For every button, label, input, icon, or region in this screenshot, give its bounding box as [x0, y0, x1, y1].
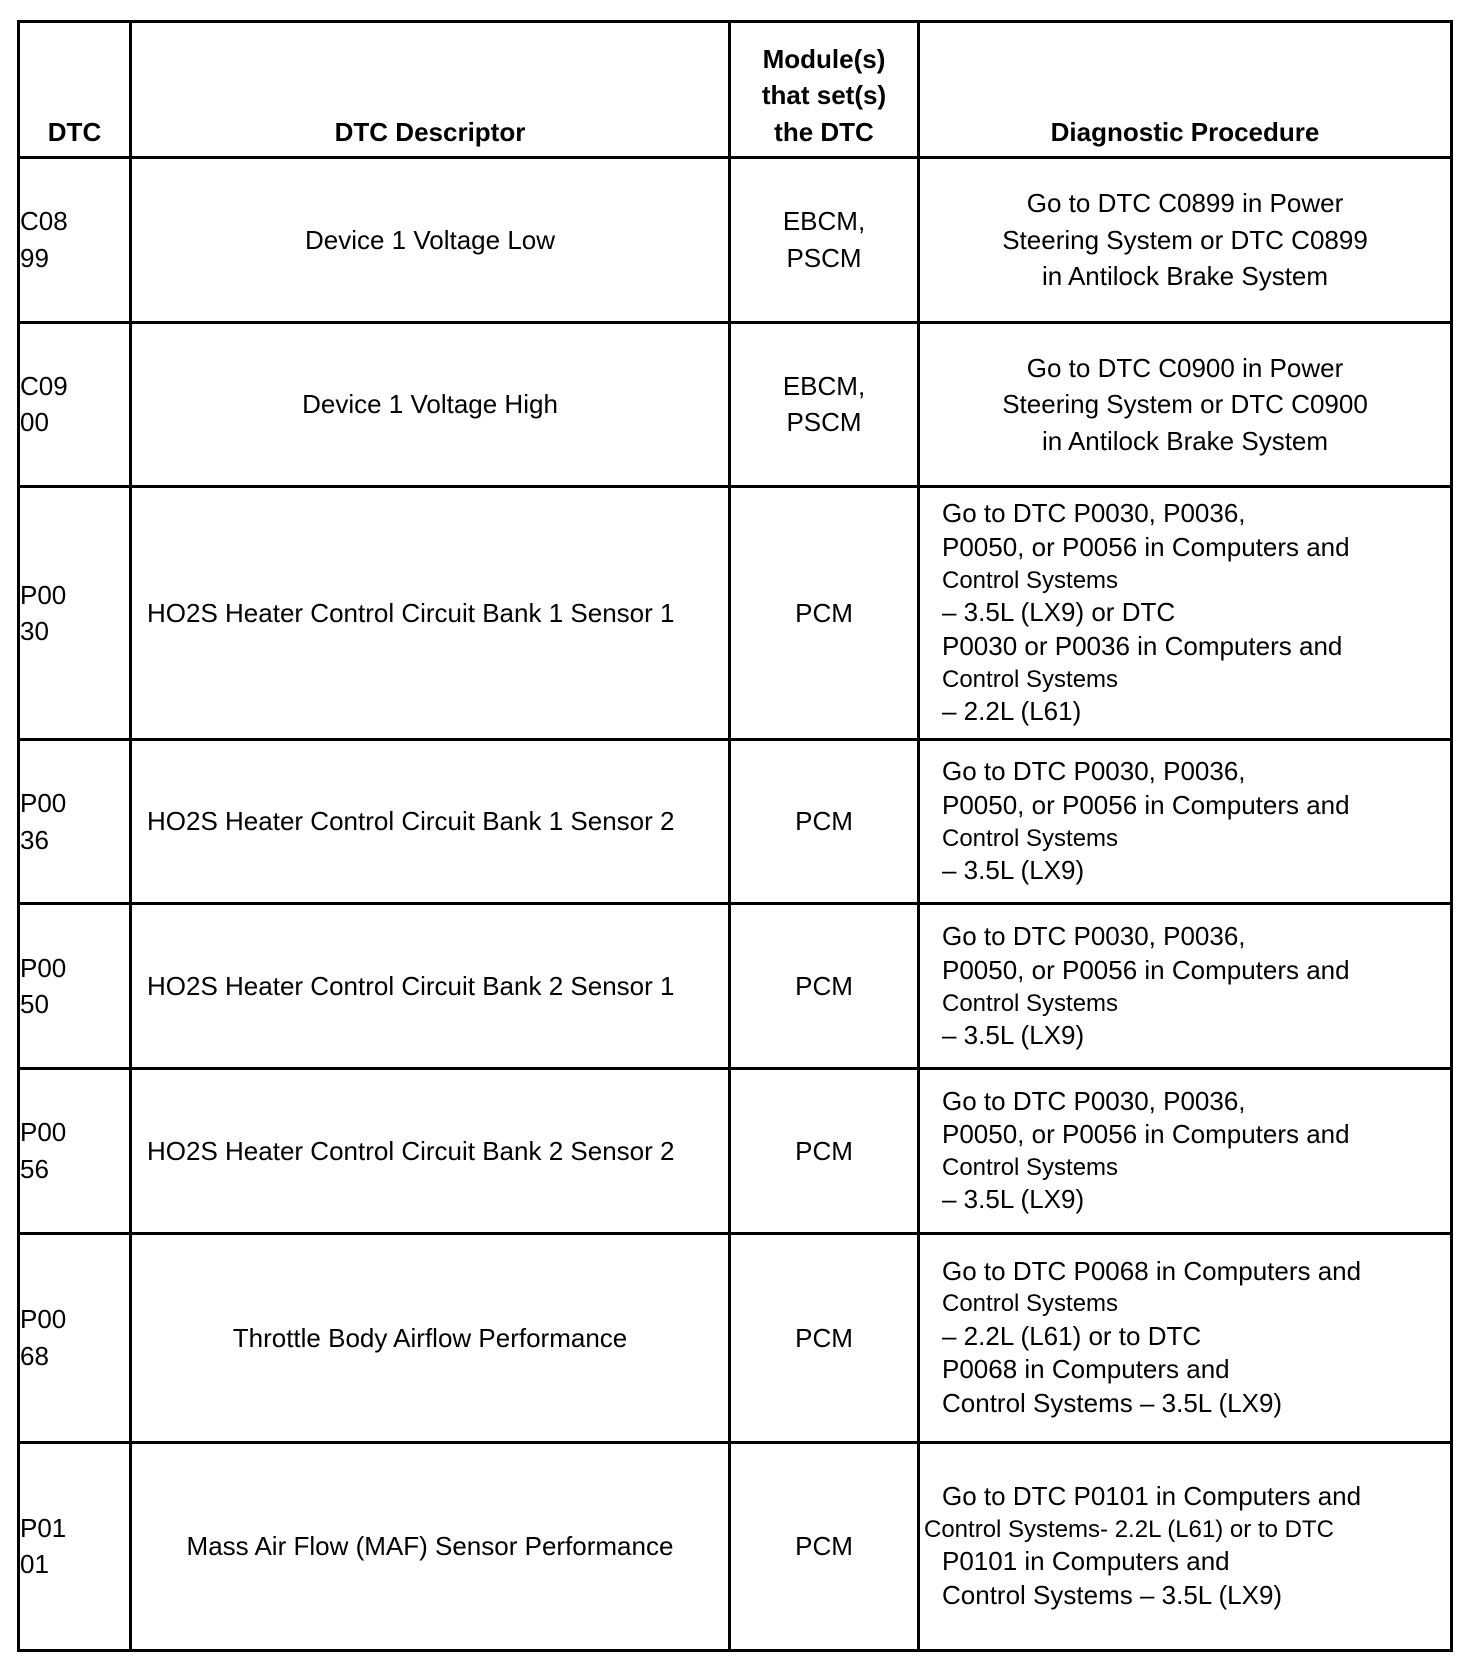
dtc-procedure-line-5: P0030 or P0036 in Computers and: [942, 630, 1343, 661]
dtc-module-line-1: EBCM,: [782, 370, 866, 401]
table-row-p0068: [19, 1233, 1452, 1442]
dtc-module-line-1: PCM: [795, 971, 853, 1002]
dtc-descriptor: Device 1 Voltage Low: [131, 158, 730, 323]
dtc-procedure-line-5: Control Systems – 3.5L (LX9): [942, 1388, 1283, 1419]
dtc-code-line-1: P00: [20, 1304, 67, 1335]
dtc-procedure-line-2: Control Systems: [942, 1290, 1119, 1318]
dtc-procedure-line-4: P0068 in Computers and: [942, 1354, 1230, 1385]
dtc-code-line-2: 01: [20, 1549, 49, 1580]
dtc-module-line-1: PCM: [795, 1135, 853, 1166]
dtc-code-line-1: P00: [20, 788, 67, 819]
dtc-procedure-line-2: P0050, or P0056 in Computers and: [942, 790, 1350, 821]
dtc-module-line-1: PCM: [795, 1531, 853, 1562]
table-row-c0900: [19, 322, 1452, 487]
dtc-procedure-line-2: Control Systems- 2.2L (L61) or to DTC: [924, 1515, 1334, 1543]
dtc-procedure-line-2: Steering System or DTC C0900: [1002, 389, 1368, 420]
dtc-procedure-line-4: – 3.5L (LX9): [942, 1019, 1085, 1050]
dtc-module-line-1: PCM: [795, 597, 853, 628]
dtc-procedure-line-2: P0050, or P0056 in Computers and: [942, 532, 1350, 563]
dtc-descriptor: Device 1 Voltage High: [131, 322, 730, 487]
dtc-procedure-line-3: Control Systems: [942, 824, 1119, 852]
dtc-procedure-line-3: P0101 in Computers and: [942, 1546, 1230, 1577]
table-row-p0050: [19, 904, 1452, 1069]
dtc-code: [19, 158, 131, 323]
table-row-p0036: [19, 739, 1452, 904]
dtc-procedure-line-3: in Antilock Brake System: [1041, 260, 1329, 291]
dtc-procedure-line-2: Steering System or DTC C0899: [1002, 224, 1368, 255]
header-module-line-1: Module(s): [762, 43, 886, 74]
dtc-code: [19, 904, 131, 1069]
dtc-procedure-line-3: Control Systems: [942, 1154, 1119, 1182]
dtc-procedure: [919, 1442, 1452, 1650]
dtc-code-line-2: 30: [20, 616, 49, 647]
dtc-procedure-line-1: Go to DTC P0030, P0036,: [942, 920, 1246, 951]
dtc-procedure-line-7: – 2.2L (L61): [942, 695, 1082, 726]
dtc-descriptor: HO2S Heater Control Circuit Bank 1 Sensor 2: [131, 739, 730, 904]
dtc-procedure: [919, 322, 1452, 487]
dtc-procedure: [919, 487, 1452, 740]
dtc-procedure-line-4: – 3.5L (LX9): [942, 1184, 1085, 1215]
header-descriptor: DTC Descriptor: [131, 22, 730, 158]
dtc-procedure-line-4: – 3.5L (LX9): [942, 855, 1085, 886]
dtc-code: [19, 1233, 131, 1442]
dtc-module-line-2: PSCM: [786, 242, 862, 273]
dtc-code: [19, 1442, 131, 1650]
dtc-procedure-line-4: – 3.5L (LX9) or DTC: [942, 597, 1176, 628]
dtc-module: [730, 739, 919, 904]
dtc-procedure-line-1: Go to DTC P0101 in Computers and: [942, 1481, 1362, 1512]
dtc-module: [730, 487, 919, 740]
table-row-p0056: [19, 1069, 1452, 1234]
dtc-procedure-line-1: Go to DTC P0030, P0036,: [942, 1085, 1246, 1116]
dtc-code-line-2: 99: [20, 242, 49, 273]
dtc-procedure: [919, 158, 1452, 323]
table-row-p0101: [19, 1442, 1452, 1650]
dtc-procedure-line-3: in Antilock Brake System: [1041, 425, 1329, 456]
dtc-code: [19, 739, 131, 904]
dtc-procedure: [919, 904, 1452, 1069]
dtc-module: [730, 158, 919, 323]
dtc-code-line-2: 36: [20, 824, 49, 855]
dtc-code: [19, 322, 131, 487]
dtc-module: [730, 904, 919, 1069]
dtc-procedure-line-3: – 2.2L (L61) or to DTC: [942, 1320, 1202, 1351]
dtc-code-line-1: C09: [20, 370, 68, 401]
dtc-module: [730, 1442, 919, 1650]
dtc-procedure: [919, 739, 1452, 904]
dtc-procedure-line-2: P0050, or P0056 in Computers and: [942, 1119, 1350, 1150]
dtc-procedure: [919, 1069, 1452, 1234]
header-procedure: Diagnostic Procedure: [919, 22, 1452, 158]
dtc-procedure-line-6: Control Systems: [942, 665, 1119, 693]
dtc-procedure: [919, 1233, 1452, 1442]
header-module-line-2: that set(s): [761, 80, 887, 111]
dtc-code-line-2: 50: [20, 989, 49, 1020]
dtc-code-line-2: 00: [20, 407, 49, 438]
dtc-module: [730, 1233, 919, 1442]
dtc-module-line-2: PSCM: [786, 407, 862, 438]
dtc-module-line-1: PCM: [795, 806, 853, 837]
dtc-descriptor: HO2S Heater Control Circuit Bank 2 Sensor 2: [131, 1069, 730, 1234]
dtc-code: [19, 487, 131, 740]
dtc-code-line-1: P00: [20, 579, 67, 610]
dtc-procedure-line-1: Go to DTC P0068 in Computers and: [942, 1255, 1362, 1286]
dtc-code-line-1: P01: [20, 1513, 67, 1543]
dtc-procedure-line-1: Go to DTC C0899 in Power: [1026, 188, 1344, 219]
dtc-procedure-line-1: Go to DTC C0900 in Power: [1026, 352, 1344, 383]
dtc-procedure-line-1: Go to DTC P0030, P0036,: [942, 756, 1246, 787]
dtc-code-line-1: P00: [20, 1117, 67, 1148]
dtc-module: [730, 322, 919, 487]
dtc-descriptor: HO2S Heater Control Circuit Bank 2 Sensor 1: [131, 904, 730, 1069]
dtc-procedure-line-3: Control Systems: [942, 566, 1119, 594]
dtc-module-line-1: EBCM,: [782, 206, 866, 237]
dtc-module: [730, 1069, 919, 1234]
header-dtc: DTC: [19, 22, 131, 158]
dtc-descriptor: Mass Air Flow (MAF) Sensor Performance: [131, 1442, 730, 1650]
table-row-p0030: [19, 487, 1452, 740]
header-module: [730, 22, 919, 158]
table-row-c0899: [19, 158, 1452, 323]
dtc-descriptor: Throttle Body Airflow Performance: [131, 1233, 730, 1442]
dtc-table: [17, 20, 1453, 1652]
dtc-procedure-line-2: P0050, or P0056 in Computers and: [942, 954, 1350, 985]
dtc-code-line-1: C08: [20, 206, 68, 237]
dtc-procedure-line-4: Control Systems – 3.5L (LX9): [942, 1579, 1283, 1610]
dtc-code-line-2: 56: [20, 1153, 49, 1184]
dtc-procedure-line-3: Control Systems: [942, 989, 1119, 1017]
header-row: [19, 22, 1452, 158]
dtc-code: [19, 1069, 131, 1234]
dtc-code-line-2: 68: [20, 1340, 49, 1371]
dtc-code-line-1: P00: [20, 952, 67, 983]
dtc-descriptor: HO2S Heater Control Circuit Bank 1 Sensor 1: [131, 487, 730, 740]
header-module-line-3: the DTC: [774, 116, 874, 147]
dtc-module-line-1: PCM: [795, 1322, 853, 1353]
dtc-procedure-line-1: Go to DTC P0030, P0036,: [942, 498, 1246, 529]
